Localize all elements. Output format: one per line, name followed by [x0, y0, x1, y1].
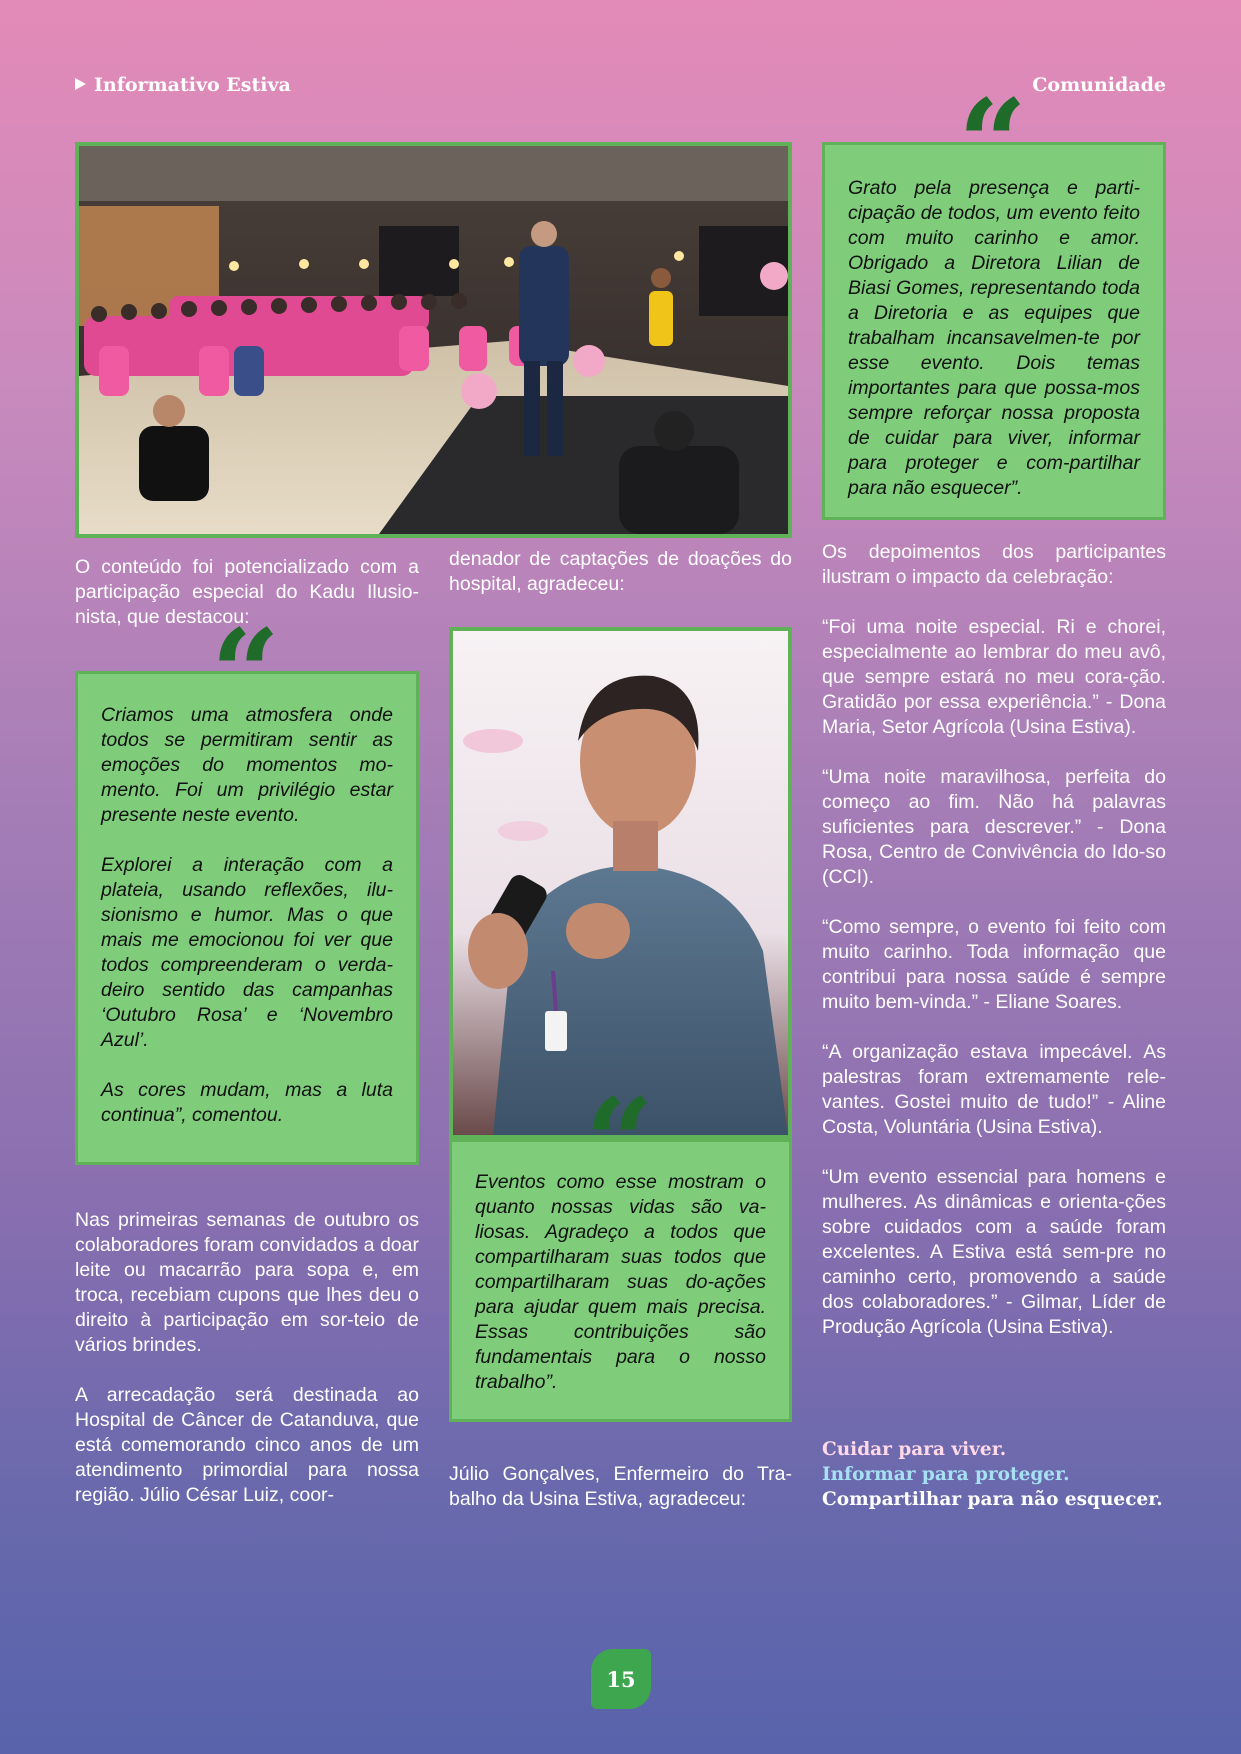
quote-paragraph: Grato pela presença e parti-cipação de todos, um evento feito com muito carinho e amor. Obrigado a Diretora Lilian de Biasi Gomes, representando toda a Diretoria e as equipes que trabalham incansavelmen-te por esse evento. Dois temas importantes para que possa-mos sempre reforçar nossa proposta de cuidar para viver, informar para proteger e com-partilhar para não esquecer”.: [848, 177, 1140, 499]
quote-mark-icon: “: [211, 603, 281, 744]
quote-paragraph: Explorei a interação com a plateia, usando reflexões, ilu-sionismo e humor. Mas o que mais me emocionou foi ver que todos compreenderam o verda-deiro sentido das campanhas ‘Outubro Rosa’ e ‘Novembro Azul’.: [101, 854, 393, 1051]
page-number: 15: [606, 1666, 636, 1692]
page-number-badge: [591, 1649, 651, 1709]
testimonial-paragraph: “Uma noite maravilhosa, perfeita do começo ao fim. Não há palavras suficientes para descrever.” - Dona Rosa, Centro de Convivência do Ido-so (CCI).: [822, 766, 1166, 888]
publication-title: [75, 74, 291, 96]
speaker-photo: [449, 627, 792, 1139]
quote-box-kadu: [75, 671, 419, 1165]
section-title: Comunidade: [1032, 74, 1166, 96]
testimonial-paragraph: “A organização estava impecável. As palestras foram extremamente rele-vantes. Gostei muito de tudo!” - Aline Costa, Voluntária (Usina Estiva).: [822, 1041, 1166, 1138]
quote-paragraph: As cores mudam, mas a luta continua”, comentou.: [101, 1079, 393, 1126]
quote-paragraph: Eventos como esse mostram o quanto nossas vidas são va-liosas. Agradeço a todos que compartilharam suas todos que compartilharam suas do-ações para ajudar quem mais precisa. Essas contribuições são fundamentais para o nosso trabalho”.: [475, 1171, 766, 1393]
body-paragraph: A arrecadação será destinada ao Hospital de Câncer de Catanduva, que está comemorando cinco anos de um atendimento primordial para nossa região. Júlio César Luiz, coor-: [75, 1384, 419, 1506]
col3-testimonials: [822, 540, 1166, 1340]
testimonial-paragraph: “Como sempre, o evento foi feito com muito carinho. Toda informação que contribui para nossa saúde é sempre muito bem-vinda.” - Eliane Soares.: [822, 916, 1166, 1013]
quote-paragraph: Criamos uma atmosfera onde todos se permitiram sentir as emoções do momentos mo-mento. Foi um privilégio estar presente neste evento.: [101, 704, 393, 826]
publication-title-text: Informativo Estiva: [94, 74, 291, 96]
tagline-informar: Informar para proteger.: [822, 1464, 1070, 1485]
testimonial-paragraph: “Um evento essencial para homens e mulheres. As dinâmicas e orienta-ções sobre cuidados com a saúde foram excelentes. A Estiva está sem-pre no caminho certo, promovendo a saúde dos colaboradores.” - Gilmar, Líder de Produção Agrícola (Usina Estiva).: [822, 1166, 1166, 1338]
col2-bottom-text: Júlio Gonçalves, Enfermeiro do Tra-balho da Usina Estiva, agradeceu:: [449, 1463, 792, 1510]
tagline-compartilhar: Compartilhar para não esquecer.: [822, 1489, 1163, 1510]
event-photo-illustration: [79, 146, 788, 534]
col1-body: [75, 1208, 419, 1508]
testimonial-paragraph: Os depoimentos dos participantes ilustram o impacto da celebração:: [822, 541, 1166, 588]
speaker-photo-illustration: [453, 631, 788, 1135]
triangle-icon: [75, 78, 86, 90]
quote-mark-icon: “: [585, 1072, 655, 1213]
col1-intro: O conteúdo foi potencializado com a participação especial do Kadu Ilusio-nista, que destacou:: [75, 556, 419, 628]
testimonial-paragraph: “Foi uma noite especial. Ri e chorei, especialmente ao lembrar do meu avô, que sempre estará no meu cora-ção. Gratidão por essa experiência.” - Dona Maria, Setor Agrícola (Usina Estiva).: [822, 616, 1166, 738]
event-photo: [75, 142, 792, 538]
tagline-cuidar: Cuidar para viver.: [822, 1439, 1007, 1460]
body-paragraph: Nas primeiras semanas de outubro os colaboradores foram convidados a doar leite ou macarrão para sopa e, em troca, recebiam cupons que lhes deu o direito à participação em sor-teio de vários brindes.: [75, 1209, 419, 1356]
quote-mark-icon: “: [958, 73, 1028, 214]
col2-top-text: denador de captações de doações do hospital, agradeceu:: [449, 548, 792, 595]
